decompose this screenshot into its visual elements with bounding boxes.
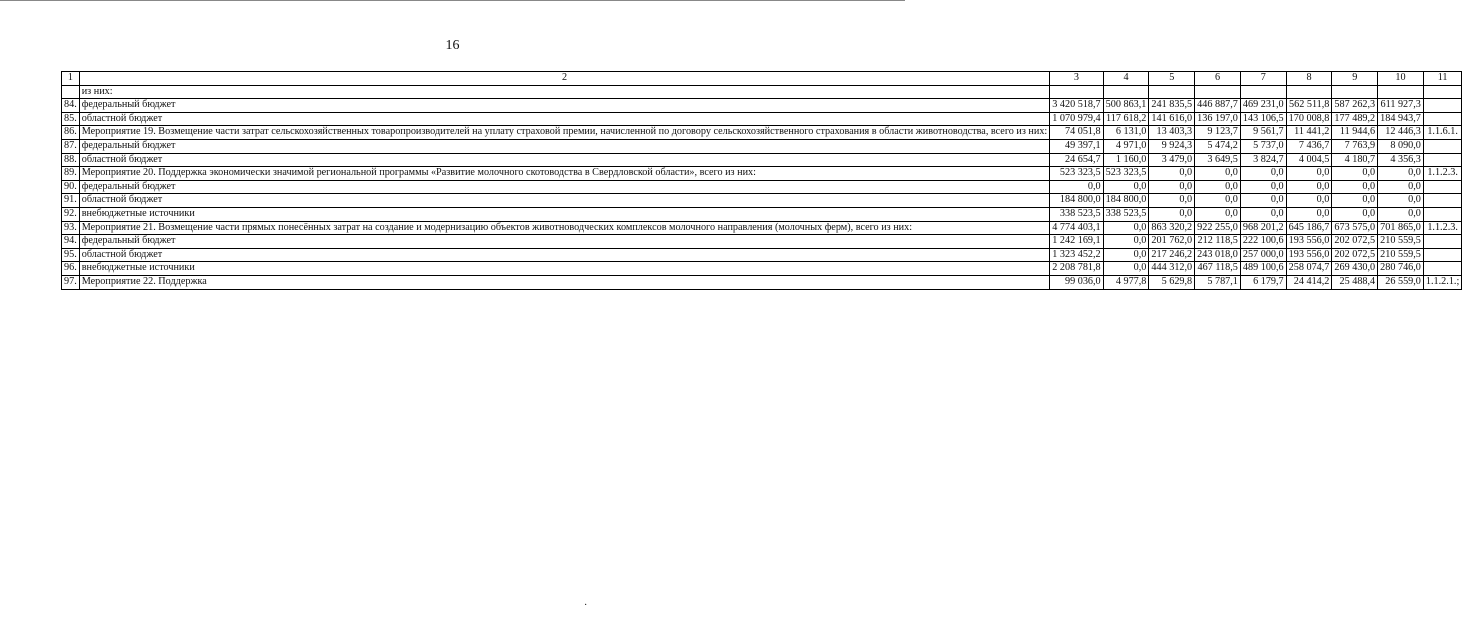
header-row: [62, 72, 1462, 86]
value-cell: 0,0: [1195, 167, 1241, 181]
target-code-cell: 1.1.6.1.: [1423, 126, 1461, 140]
value-cell: 184 800,0: [1103, 194, 1149, 208]
header-cell: 1: [62, 72, 80, 86]
header-cell: 2: [79, 72, 1050, 86]
value-cell: 0,0: [1103, 235, 1149, 249]
value-cell: 7 436,7: [1286, 139, 1332, 153]
table-row: [62, 99, 1462, 113]
table-row: [62, 221, 1462, 235]
value-cell: 0,0: [1195, 194, 1241, 208]
value-cell: 193 556,0: [1286, 235, 1332, 249]
value-cell: 0,0: [1240, 167, 1286, 181]
value-cell: 13 403,3: [1149, 126, 1195, 140]
value-cell: 0,0: [1378, 194, 1424, 208]
target-code-cell: [1423, 153, 1461, 167]
value-cell: 8 090,0: [1378, 139, 1424, 153]
header-cell: 3: [1050, 72, 1103, 86]
header-cell: 5: [1149, 72, 1195, 86]
value-cell: 1 160,0: [1103, 153, 1149, 167]
value-cell: 0,0: [1286, 180, 1332, 194]
value-cell: 587 262,3: [1332, 99, 1378, 113]
table-row: [62, 139, 1462, 153]
value-cell: 4 977,8: [1103, 275, 1149, 289]
value-cell: 4 356,3: [1378, 153, 1424, 167]
value-cell: 0,0: [1286, 207, 1332, 221]
value-cell: 338 523,5: [1050, 207, 1103, 221]
value-cell: [1149, 85, 1195, 99]
value-cell: 446 887,7: [1195, 99, 1241, 113]
value-cell: 500 863,1: [1103, 99, 1149, 113]
value-cell: 24 414,2: [1286, 275, 1332, 289]
value-cell: 0,0: [1103, 248, 1149, 262]
value-cell: 99 036,0: [1050, 275, 1103, 289]
value-cell: 26 559,0: [1378, 275, 1424, 289]
target-code-cell: 1.1.2.3.: [1423, 221, 1461, 235]
value-cell: 9 924,3: [1149, 139, 1195, 153]
value-cell: 0,0: [1240, 180, 1286, 194]
value-cell: 0,0: [1103, 180, 1149, 194]
value-cell: 1 242 169,1: [1050, 235, 1103, 249]
value-cell: 0,0: [1332, 207, 1378, 221]
target-code-cell: [1423, 85, 1461, 99]
target-code-cell: [1423, 112, 1461, 126]
row-number-cell: 96.: [62, 262, 80, 276]
table-row: [62, 153, 1462, 167]
row-number-cell: 87.: [62, 139, 80, 153]
value-cell: 184 943,7: [1378, 112, 1424, 126]
target-code-cell: [1423, 248, 1461, 262]
row-number-cell: 91.: [62, 194, 80, 208]
row-name-cell: федеральный бюджет: [79, 99, 1050, 113]
value-cell: 469 231,0: [1240, 99, 1286, 113]
value-cell: 562 511,8: [1286, 99, 1332, 113]
table-row: [62, 235, 1462, 249]
row-number-cell: 92.: [62, 207, 80, 221]
value-cell: 212 118,5: [1195, 235, 1241, 249]
value-cell: 968 201,2: [1240, 221, 1286, 235]
row-name-cell: федеральный бюджет: [79, 235, 1050, 249]
value-cell: [1050, 85, 1103, 99]
row-name-cell: федеральный бюджет: [79, 180, 1050, 194]
value-cell: 922 255,0: [1195, 221, 1241, 235]
value-cell: 523 323,5: [1050, 167, 1103, 181]
value-cell: 0,0: [1149, 180, 1195, 194]
value-cell: 7 763,9: [1332, 139, 1378, 153]
row-number-cell: 89.: [62, 167, 80, 181]
value-cell: 177 489,2: [1332, 112, 1378, 126]
value-cell: 3 824,7: [1240, 153, 1286, 167]
target-code-cell: [1423, 235, 1461, 249]
value-cell: [1332, 85, 1378, 99]
row-name-cell: областной бюджет: [79, 194, 1050, 208]
value-cell: 74 051,8: [1050, 126, 1103, 140]
row-number-cell: 84.: [62, 99, 80, 113]
target-code-cell: [1423, 99, 1461, 113]
value-cell: 2 208 781,8: [1050, 262, 1103, 276]
row-number-cell: 86.: [62, 126, 80, 140]
row-name-cell: областной бюджет: [79, 112, 1050, 126]
row-number-cell: 85.: [62, 112, 80, 126]
value-cell: 338 523,5: [1103, 207, 1149, 221]
row-number-cell: 88.: [62, 153, 80, 167]
row-number-cell: 93.: [62, 221, 80, 235]
row-name-cell: из них:: [79, 85, 1050, 99]
value-cell: 258 074,7: [1286, 262, 1332, 276]
value-cell: 701 865,0: [1378, 221, 1424, 235]
header-cell: 8: [1286, 72, 1332, 86]
value-cell: 217 246,2: [1149, 248, 1195, 262]
value-cell: 673 575,0: [1332, 221, 1378, 235]
row-name-cell: областной бюджет: [79, 153, 1050, 167]
scan-speck: ·: [584, 600, 588, 611]
value-cell: 0,0: [1195, 180, 1241, 194]
value-cell: 202 072,5: [1332, 235, 1378, 249]
table-row: [62, 85, 1462, 99]
value-cell: 9 123,7: [1195, 126, 1241, 140]
value-cell: 193 556,0: [1286, 248, 1332, 262]
value-cell: 3 649,5: [1195, 153, 1241, 167]
value-cell: 523 323,5: [1103, 167, 1149, 181]
value-cell: 210 559,5: [1378, 235, 1424, 249]
table-row: [62, 180, 1462, 194]
row-number-cell: 95.: [62, 248, 80, 262]
value-cell: 25 488,4: [1332, 275, 1378, 289]
table-row: [62, 248, 1462, 262]
table-row: [62, 194, 1462, 208]
value-cell: [1103, 85, 1149, 99]
value-cell: 5 737,0: [1240, 139, 1286, 153]
value-cell: 4 180,7: [1332, 153, 1378, 167]
target-code-cell: 1.1.2.3.: [1423, 167, 1461, 181]
table-row: [62, 262, 1462, 276]
table-row: [62, 126, 1462, 140]
target-code-cell: [1423, 194, 1461, 208]
value-cell: 489 100,6: [1240, 262, 1286, 276]
value-cell: 241 835,5: [1149, 99, 1195, 113]
table-row: [62, 275, 1462, 289]
scan-top-edge: [0, 0, 905, 1]
value-cell: 4 971,0: [1103, 139, 1149, 153]
value-cell: 210 559,5: [1378, 248, 1424, 262]
value-cell: 0,0: [1286, 167, 1332, 181]
value-cell: 5 787,1: [1195, 275, 1241, 289]
row-number-cell: 90.: [62, 180, 80, 194]
value-cell: [1240, 85, 1286, 99]
value-cell: 645 186,7: [1286, 221, 1332, 235]
row-number-cell: 97.: [62, 275, 80, 289]
value-cell: 12 446,3: [1378, 126, 1424, 140]
budget-table: [61, 71, 1462, 290]
row-name-cell: областной бюджет: [79, 248, 1050, 262]
table-row: [62, 167, 1462, 181]
target-code-cell: [1423, 180, 1461, 194]
value-cell: [1286, 85, 1332, 99]
value-cell: 0,0: [1103, 221, 1149, 235]
value-cell: [1378, 85, 1424, 99]
value-cell: 117 618,2: [1103, 112, 1149, 126]
row-number-cell: [62, 85, 80, 99]
value-cell: 1 323 452,2: [1050, 248, 1103, 262]
value-cell: 0,0: [1378, 167, 1424, 181]
row-name-cell: внебюджетные источники: [79, 207, 1050, 221]
target-code-cell: [1423, 139, 1461, 153]
row-name-cell: Мероприятие 19. Возмещение части затрат сельскохозяйственных товаропроизводителей на уплату страховой премии, начисленной по договору сельскохозяйственного страхования в области животноводства, всего из них:: [79, 126, 1050, 140]
value-cell: 24 654,7: [1050, 153, 1103, 167]
value-cell: 5 629,8: [1149, 275, 1195, 289]
header-cell: 6: [1195, 72, 1241, 86]
value-cell: 49 397,1: [1050, 139, 1103, 153]
row-name-cell: внебюджетные источники: [79, 262, 1050, 276]
value-cell: 3 420 518,7: [1050, 99, 1103, 113]
value-cell: [1195, 85, 1241, 99]
target-code-cell: 1.1.2.1.;: [1423, 275, 1461, 289]
value-cell: 269 430,0: [1332, 262, 1378, 276]
value-cell: 6 179,7: [1240, 275, 1286, 289]
row-name-cell: Мероприятие 21. Возмещение части прямых понесённых затрат на создание и модернизацию объектов животноводческих комплексов молочного направления (молочных ферм), всего из них:: [79, 221, 1050, 235]
value-cell: 11 441,2: [1286, 126, 1332, 140]
value-cell: 0,0: [1149, 194, 1195, 208]
value-cell: 257 000,0: [1240, 248, 1286, 262]
value-cell: 136 197,0: [1195, 112, 1241, 126]
table-row: [62, 207, 1462, 221]
value-cell: 143 106,5: [1240, 112, 1286, 126]
value-cell: 611 927,3: [1378, 99, 1424, 113]
value-cell: 0,0: [1378, 180, 1424, 194]
value-cell: 3 479,0: [1149, 153, 1195, 167]
row-name-cell: Мероприятие 20. Поддержка экономически значимой региональной программы «Развитие молочного скотоводства в Свердловской области», всего из них:: [79, 167, 1050, 181]
value-cell: 6 131,0: [1103, 126, 1149, 140]
value-cell: 0,0: [1149, 207, 1195, 221]
value-cell: 0,0: [1332, 167, 1378, 181]
value-cell: 243 018,0: [1195, 248, 1241, 262]
value-cell: 5 474,2: [1195, 139, 1241, 153]
value-cell: 0,0: [1103, 262, 1149, 276]
value-cell: 863 320,2: [1149, 221, 1195, 235]
value-cell: 201 762,0: [1149, 235, 1195, 249]
header-cell: 10: [1378, 72, 1424, 86]
row-name-cell: Мероприятие 22. Поддержка: [79, 275, 1050, 289]
value-cell: 11 944,6: [1332, 126, 1378, 140]
value-cell: 1 070 979,4: [1050, 112, 1103, 126]
value-cell: 280 746,0: [1378, 262, 1424, 276]
row-name-cell: федеральный бюджет: [79, 139, 1050, 153]
value-cell: 0,0: [1378, 207, 1424, 221]
value-cell: 222 100,6: [1240, 235, 1286, 249]
header-cell: 7: [1240, 72, 1286, 86]
value-cell: 4 004,5: [1286, 153, 1332, 167]
target-code-cell: [1423, 262, 1461, 276]
page-number: 16: [445, 38, 460, 53]
table-row: [62, 112, 1462, 126]
header-cell: 9: [1332, 72, 1378, 86]
row-number-cell: 94.: [62, 235, 80, 249]
value-cell: 170 008,8: [1286, 112, 1332, 126]
value-cell: 0,0: [1332, 180, 1378, 194]
value-cell: 9 561,7: [1240, 126, 1286, 140]
value-cell: 141 616,0: [1149, 112, 1195, 126]
value-cell: 444 312,0: [1149, 262, 1195, 276]
value-cell: 0,0: [1332, 194, 1378, 208]
value-cell: 184 800,0: [1050, 194, 1103, 208]
value-cell: 0,0: [1195, 207, 1241, 221]
value-cell: 4 774 403,1: [1050, 221, 1103, 235]
value-cell: 0,0: [1286, 194, 1332, 208]
value-cell: 0,0: [1240, 207, 1286, 221]
value-cell: 202 072,5: [1332, 248, 1378, 262]
header-cell: 11: [1423, 72, 1461, 86]
target-code-cell: [1423, 207, 1461, 221]
header-cell: 4: [1103, 72, 1149, 86]
value-cell: 0,0: [1240, 194, 1286, 208]
value-cell: 0,0: [1149, 167, 1195, 181]
value-cell: 0,0: [1050, 180, 1103, 194]
value-cell: 467 118,5: [1195, 262, 1241, 276]
